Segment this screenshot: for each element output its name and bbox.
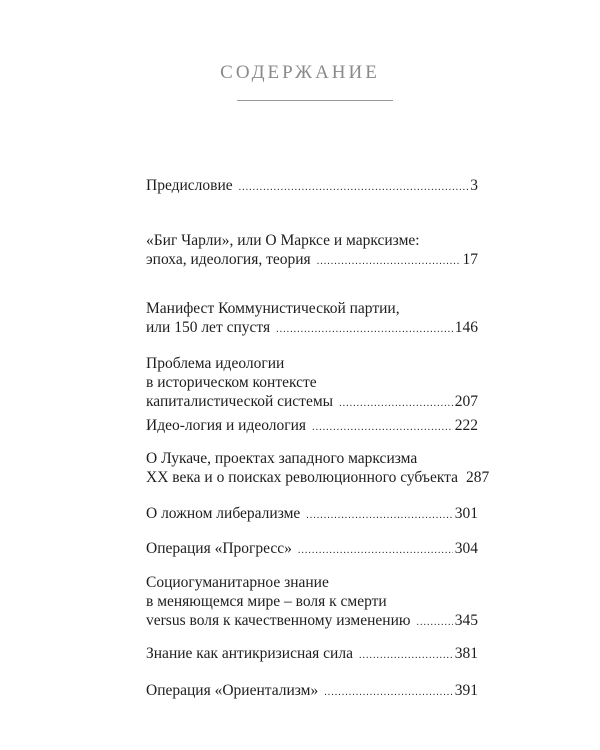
- toc-entry[interactable]: [146, 504, 478, 525]
- toc-entry-title: versus воля к качественному изменению: [146, 612, 411, 629]
- toc-entry-line: [146, 468, 490, 489]
- toc-page-number: 287: [466, 469, 490, 486]
- toc-entry[interactable]: [146, 354, 478, 413]
- dot-leader: [324, 683, 453, 702]
- toc-entry-title: Идео-логия и идеология: [146, 417, 307, 434]
- toc-entry-title: О ложном либерализме: [146, 505, 301, 522]
- toc-entry-title: Предисловие: [146, 177, 233, 194]
- toc-entry-line: [146, 392, 478, 413]
- dot-leader: [276, 320, 453, 339]
- toc-page-number: 222: [454, 417, 478, 434]
- toc-entry[interactable]: [146, 573, 478, 632]
- toc-entry-line: [146, 416, 478, 437]
- toc-entry-title: эпоха, идеология, теория: [146, 251, 311, 268]
- toc-entry[interactable]: [146, 681, 478, 702]
- toc-entry-line: [146, 354, 478, 373]
- toc-entry-title: Операция «Прогресс»: [146, 540, 292, 557]
- toc-entry-title: капиталистической системы: [146, 393, 334, 410]
- toc-entry-line: [146, 504, 478, 525]
- toc-page-number: 381: [454, 645, 478, 662]
- toc-page-number: 146: [454, 319, 478, 336]
- toc-entry[interactable]: [146, 176, 478, 197]
- toc-entry-line: [146, 299, 478, 318]
- dot-leader: [306, 506, 452, 525]
- toc-entry-line: [146, 373, 478, 392]
- toc-entry[interactable]: [146, 644, 478, 665]
- dot-leader: [312, 418, 453, 437]
- toc-entry-title: в меняющемся мире – воля к смерти: [146, 593, 387, 610]
- toc-entry-title: О Лукаче, проектах западного марксизма: [146, 450, 418, 467]
- dot-leader: [239, 178, 469, 197]
- toc-entry-title: Проблема идеологии: [146, 355, 285, 372]
- toc-entry-title: Операция «Ориентализм»: [146, 682, 319, 699]
- toc-entry-line: [146, 231, 478, 250]
- title-divider: [237, 100, 393, 101]
- toc-entry-title: в историческом контексте: [146, 374, 317, 391]
- toc-page-number: 207: [454, 393, 478, 410]
- toc-entry[interactable]: [146, 231, 478, 271]
- toc-entry-line: [146, 681, 478, 702]
- toc-entry-title: или 150 лет спустя: [146, 319, 271, 336]
- toc-entry-line: [146, 611, 478, 632]
- toc-entry[interactable]: [146, 539, 478, 560]
- toc-entry-title: Манифест Коммунистической партии,: [146, 300, 400, 317]
- dot-leader: [317, 252, 461, 271]
- toc-entry-title: Знание как антикризисная сила: [146, 645, 353, 662]
- toc-page-number: 304: [454, 540, 478, 557]
- toc-entry-title: Социогуманитарное знание: [146, 574, 329, 591]
- toc-entry-line: [146, 644, 478, 665]
- toc-entry-title: XX века и о поисках революционного субъекта: [146, 469, 458, 486]
- dot-leader: [339, 394, 453, 413]
- toc-page-number: 391: [454, 682, 478, 699]
- toc-entry[interactable]: [146, 449, 490, 489]
- dot-leader: [416, 613, 452, 632]
- toc-entry-line: [146, 539, 478, 560]
- toc-page-number: 301: [454, 505, 478, 522]
- toc-entry-title: «Биг Чарли», или О Марксе и марксизме:: [146, 232, 420, 249]
- dot-leader: [298, 541, 453, 560]
- toc-entry[interactable]: [146, 416, 478, 437]
- toc-title: СОДЕРЖАНИЕ: [220, 62, 380, 83]
- toc-entry-line: [146, 449, 478, 468]
- toc-entry-line: [146, 592, 478, 611]
- toc-page-number: 345: [454, 612, 478, 629]
- dot-leader: [359, 646, 453, 665]
- toc-page-number: 17: [462, 251, 478, 268]
- toc-page-number: 3: [470, 177, 478, 194]
- toc-entry-line: [146, 250, 478, 271]
- toc-entry-line: [146, 318, 478, 339]
- toc-entry-line: [146, 176, 478, 197]
- toc-entry[interactable]: [146, 299, 478, 339]
- toc-entry-line: [146, 573, 478, 592]
